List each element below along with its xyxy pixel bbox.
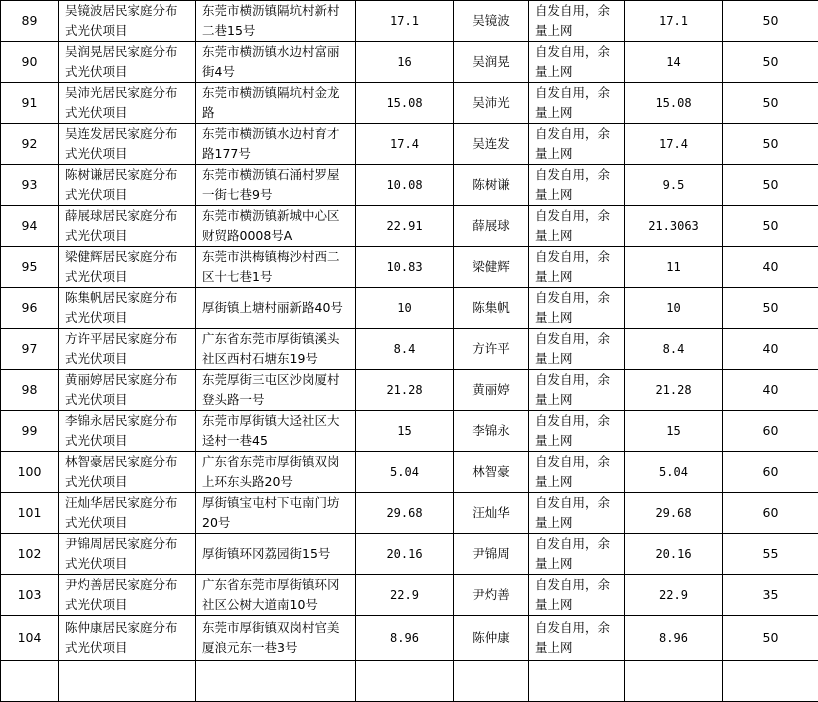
address: 东莞市横沥镇隔坑村新村二巷15号 [196,1,356,42]
empty-cell [625,661,723,702]
row-number: 95 [1,247,59,288]
row-number: 104 [1,616,59,661]
grid-mode: 自发自用，余量上网 [529,452,625,493]
last-column-value: 60 [723,493,818,534]
grid-capacity: 29.68 [625,493,723,534]
installed-capacity: 10.83 [356,247,454,288]
owner-name: 方许平 [454,329,529,370]
table-row [1,1,818,42]
owner-name: 黄丽婷 [454,370,529,411]
project-name: 陈树谦居民家庭分布式光伏项目 [59,165,196,206]
installed-capacity: 29.68 [356,493,454,534]
project-name: 梁健辉居民家庭分布式光伏项目 [59,247,196,288]
table-row [1,165,818,206]
grid-mode: 自发自用，余量上网 [529,575,625,616]
owner-name: 吴沛光 [454,83,529,124]
installed-capacity: 8.4 [356,329,454,370]
grid-capacity: 21.3063 [625,206,723,247]
project-name: 吴镜波居民家庭分布式光伏项目 [59,1,196,42]
grid-capacity: 21.28 [625,370,723,411]
row-number: 94 [1,206,59,247]
table-row [1,616,818,661]
grid-capacity: 20.16 [625,534,723,575]
installed-capacity: 20.16 [356,534,454,575]
last-column-value: 50 [723,288,818,329]
installed-capacity: 8.96 [356,616,454,661]
last-column-value: 60 [723,452,818,493]
grid-mode: 自发自用，余量上网 [529,1,625,42]
last-column-value: 40 [723,247,818,288]
installed-capacity: 10 [356,288,454,329]
address: 东莞市洪梅镇梅沙村西二区十七巷1号 [196,247,356,288]
row-number: 93 [1,165,59,206]
grid-mode: 自发自用，余量上网 [529,411,625,452]
empty-cell [529,661,625,702]
grid-capacity: 17.4 [625,124,723,165]
address: 东莞市厚街镇双岗村官美厦浪元东一巷3号 [196,616,356,661]
last-column-value: 50 [723,42,818,83]
table-row [1,493,818,534]
address: 广东省东莞市厚街镇溪头社区西村石塘东19号 [196,329,356,370]
project-name: 薛展球居民家庭分布式光伏项目 [59,206,196,247]
last-column-value: 55 [723,534,818,575]
grid-mode: 自发自用，余量上网 [529,493,625,534]
grid-capacity: 9.5 [625,165,723,206]
empty-cell [723,661,818,702]
project-name: 黄丽婷居民家庭分布式光伏项目 [59,370,196,411]
project-name: 汪灿华居民家庭分布式光伏项目 [59,493,196,534]
project-name: 尹锦周居民家庭分布式光伏项目 [59,534,196,575]
owner-name: 陈仲康 [454,616,529,661]
grid-mode: 自发自用，余量上网 [529,206,625,247]
project-name: 吴连发居民家庭分布式光伏项目 [59,124,196,165]
installed-capacity: 21.28 [356,370,454,411]
owner-name: 李锦永 [454,411,529,452]
row-number: 103 [1,575,59,616]
row-number: 97 [1,329,59,370]
empty-cell [196,661,356,702]
owner-name: 陈集帆 [454,288,529,329]
grid-mode: 自发自用，余量上网 [529,534,625,575]
empty-cell [59,661,196,702]
row-number: 91 [1,83,59,124]
project-name: 吴润晃居民家庭分布式光伏项目 [59,42,196,83]
owner-name: 吴连发 [454,124,529,165]
owner-name: 吴镜波 [454,1,529,42]
last-column-value: 50 [723,165,818,206]
last-column-value: 50 [723,1,818,42]
grid-capacity: 8.96 [625,616,723,661]
grid-mode: 自发自用，余量上网 [529,616,625,661]
grid-capacity: 17.1 [625,1,723,42]
project-name: 陈集帆居民家庭分布式光伏项目 [59,288,196,329]
grid-capacity: 22.9 [625,575,723,616]
last-column-value: 35 [723,575,818,616]
last-column-value: 40 [723,329,818,370]
last-column-value: 50 [723,83,818,124]
row-number: 100 [1,452,59,493]
address: 东莞市横沥镇新城中心区财贸路0008号A [196,206,356,247]
installed-capacity: 15 [356,411,454,452]
address: 广东省东莞市厚街镇双岗上环东头路20号 [196,452,356,493]
address: 厚街镇环冈荔园街15号 [196,534,356,575]
installed-capacity: 16 [356,42,454,83]
owner-name: 梁健辉 [454,247,529,288]
empty-cell [1,661,59,702]
grid-capacity: 15.08 [625,83,723,124]
table-row [1,534,818,575]
installed-capacity: 10.08 [356,165,454,206]
owner-name: 吴润晃 [454,42,529,83]
table-row [1,83,818,124]
last-column-value: 50 [723,616,818,661]
row-number: 96 [1,288,59,329]
table-row [1,575,818,616]
address: 东莞市厚街镇大迳社区大迳村一巷45 [196,411,356,452]
project-name: 方许平居民家庭分布式光伏项目 [59,329,196,370]
grid-capacity: 14 [625,42,723,83]
address: 广东省东莞市厚街镇环冈社区公树大道南10号 [196,575,356,616]
row-number: 89 [1,1,59,42]
grid-mode: 自发自用，余量上网 [529,329,625,370]
installed-capacity: 22.9 [356,575,454,616]
last-column-value: 50 [723,124,818,165]
grid-capacity: 10 [625,288,723,329]
owner-name: 尹灼善 [454,575,529,616]
table-row [1,124,818,165]
row-number: 102 [1,534,59,575]
address: 东莞市横沥镇水边村育才路177号 [196,124,356,165]
row-number: 99 [1,411,59,452]
table-row [1,452,818,493]
owner-name: 尹锦周 [454,534,529,575]
table-row [1,288,818,329]
grid-mode: 自发自用，余量上网 [529,247,625,288]
grid-capacity: 15 [625,411,723,452]
project-name: 陈仲康居民家庭分布式光伏项目 [59,616,196,661]
grid-capacity: 11 [625,247,723,288]
project-name: 吴沛光居民家庭分布式光伏项目 [59,83,196,124]
row-number: 90 [1,42,59,83]
table-row [1,329,818,370]
empty-cell [356,661,454,702]
last-column-value: 40 [723,370,818,411]
project-name: 李锦永居民家庭分布式光伏项目 [59,411,196,452]
project-name: 尹灼善居民家庭分布式光伏项目 [59,575,196,616]
owner-name: 汪灿华 [454,493,529,534]
grid-mode: 自发自用，余量上网 [529,288,625,329]
address: 东莞市横沥镇水边村富丽街4号 [196,42,356,83]
address: 厚街镇上塘村丽新路40号 [196,288,356,329]
grid-mode: 自发自用，余量上网 [529,370,625,411]
row-number: 92 [1,124,59,165]
grid-capacity: 5.04 [625,452,723,493]
empty-cell [454,661,529,702]
owner-name: 林智豪 [454,452,529,493]
installed-capacity: 17.1 [356,1,454,42]
table-row [1,206,818,247]
address: 东莞市横沥镇石涌村罗屋一街七巷9号 [196,165,356,206]
table-row [1,247,818,288]
address: 东莞厚街三屯区沙岗厦村登头路一号 [196,370,356,411]
row-number: 101 [1,493,59,534]
installed-capacity: 5.04 [356,452,454,493]
grid-mode: 自发自用，余量上网 [529,42,625,83]
table-row-partial [1,661,818,702]
last-column-value: 50 [723,206,818,247]
address: 厚街镇宝屯村下屯南门坊20号 [196,493,356,534]
grid-mode: 自发自用，余量上网 [529,124,625,165]
grid-capacity: 8.4 [625,329,723,370]
installed-capacity: 17.4 [356,124,454,165]
table-row [1,370,818,411]
row-number: 98 [1,370,59,411]
installed-capacity: 15.08 [356,83,454,124]
owner-name: 陈树谦 [454,165,529,206]
last-column-value: 60 [723,411,818,452]
owner-name: 薛展球 [454,206,529,247]
project-name: 林智豪居民家庭分布式光伏项目 [59,452,196,493]
grid-mode: 自发自用，余量上网 [529,165,625,206]
table-row [1,42,818,83]
table-row [1,411,818,452]
grid-mode: 自发自用，余量上网 [529,83,625,124]
installed-capacity: 22.91 [356,206,454,247]
address: 东莞市横沥镇隔坑村金龙路 [196,83,356,124]
